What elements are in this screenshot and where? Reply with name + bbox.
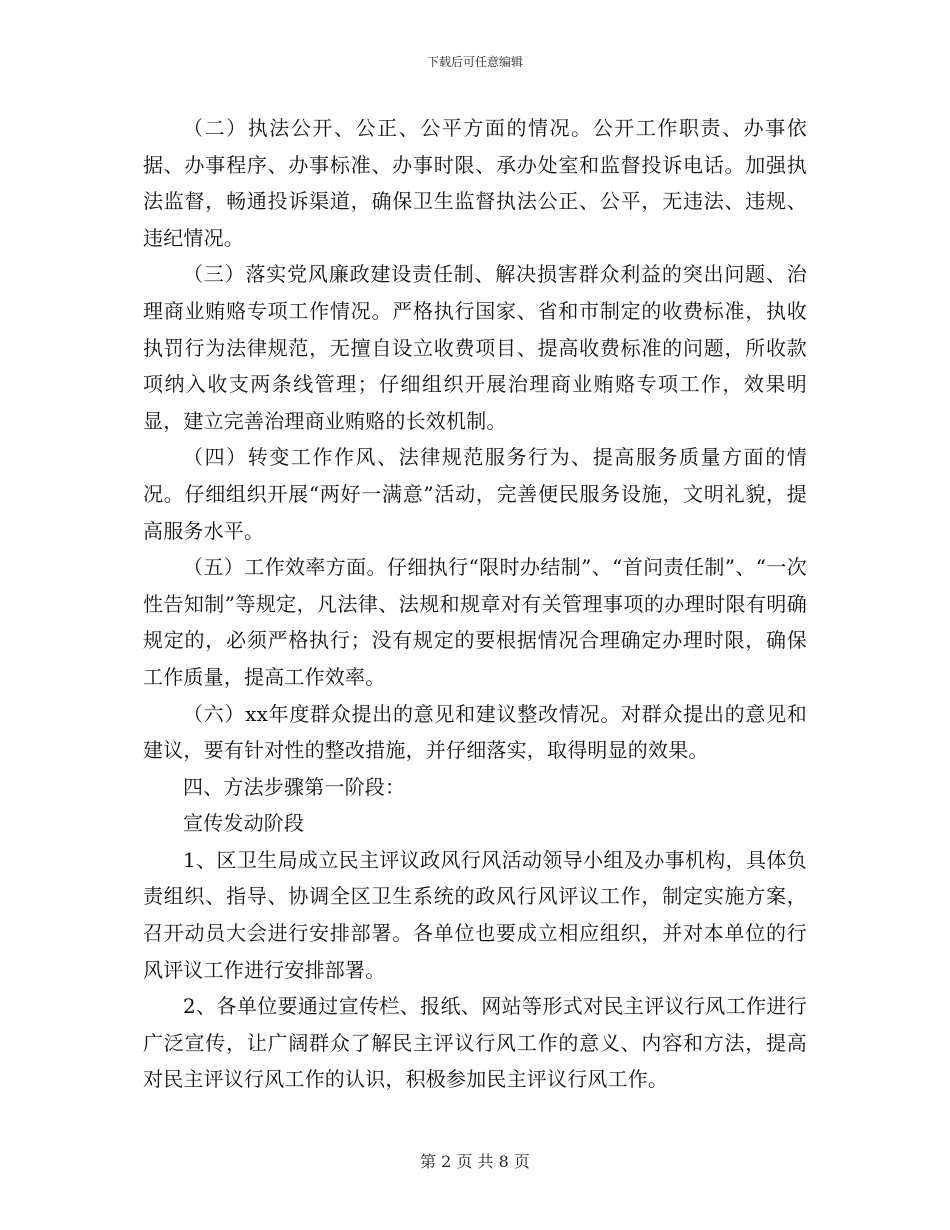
paragraph-step-2: 2、各单位要通过宣传栏、报纸、网站等形式对民主评议行风工作进行广泛宣传，让广阔群众了解民主评议行风工作的意义、内容和方法，提高对民主评议行风工作的认识，积极参加民主评议行风工作。 bbox=[143, 994, 807, 1092]
paragraph-step-1: 1、区卫生局成立民主评议政风行风活动领导小组及办事机构，具体负责组织、指导、协调全区卫生系统的政风行风评议工作，制定实施方案，召开动员大会进行安排部署。各单位也要成立相应组织，并对本单位的行风评议工作进行安排部署。 bbox=[143, 847, 807, 982]
document-body bbox=[143, 110, 807, 1098]
page-number-footer: 第 2 页 共 8 页 bbox=[420, 1152, 530, 1171]
heading-publicity-stage: 宣传发动阶段 bbox=[183, 811, 305, 836]
paragraph-section-5: （五）工作效率方面。仔细执行“限时办结制”、“首问责任制”、“一次性告知制”等规定，凡法律、法规和规章对有关管理事项的办理时限有明确规定的，必须严格执行；没有规定的要根据情况合理确定办理时限，确保工作质量，提高工作效率。 bbox=[143, 555, 807, 689]
paragraph-section-3: （三）落实党风廉政建设责任制、解决损害群众利益的突出问题、治理商业贿赂专项工作情况。严格执行国家、省和市制定的收费标准，执收执罚行为法律规范，无擅自设立收费项目、提高收费标准的问题，所收款项纳入收支两条线管理；仔细组织开展治理商业贿赂专项工作，效果明显，建立完善治理商业贿赂的长效机制。 bbox=[143, 262, 807, 433]
page-header: 下载后可任意编辑 bbox=[426, 55, 523, 69]
paragraph-section-6: （六）xx年度群众提出的意见和建议整改情况。对群众提出的意见和建议，要有针对性的整改措施，并仔细落实，取得明显的效果。 bbox=[143, 701, 807, 763]
paragraph-section-4: （四）转变工作作风、法律规范服务行为、提高服务质量方面的情况。仔细组织开展“两好一满意”活动，完善便民服务设施，文明礼貌，提高服务水平。 bbox=[143, 445, 807, 543]
heading-method-steps: 四、方法步骤第一阶段： bbox=[183, 774, 406, 799]
paragraph-section-2: （二）执法公开、公正、公平方面的情况。公开工作职责、办事依据、办事程序、办事标准、办事时限、承办处室和监督投诉电话。加强执法监督，畅通投诉渠道，确保卫生监督执法公正、公平，无违法、违规、违纪情况。 bbox=[143, 116, 807, 250]
